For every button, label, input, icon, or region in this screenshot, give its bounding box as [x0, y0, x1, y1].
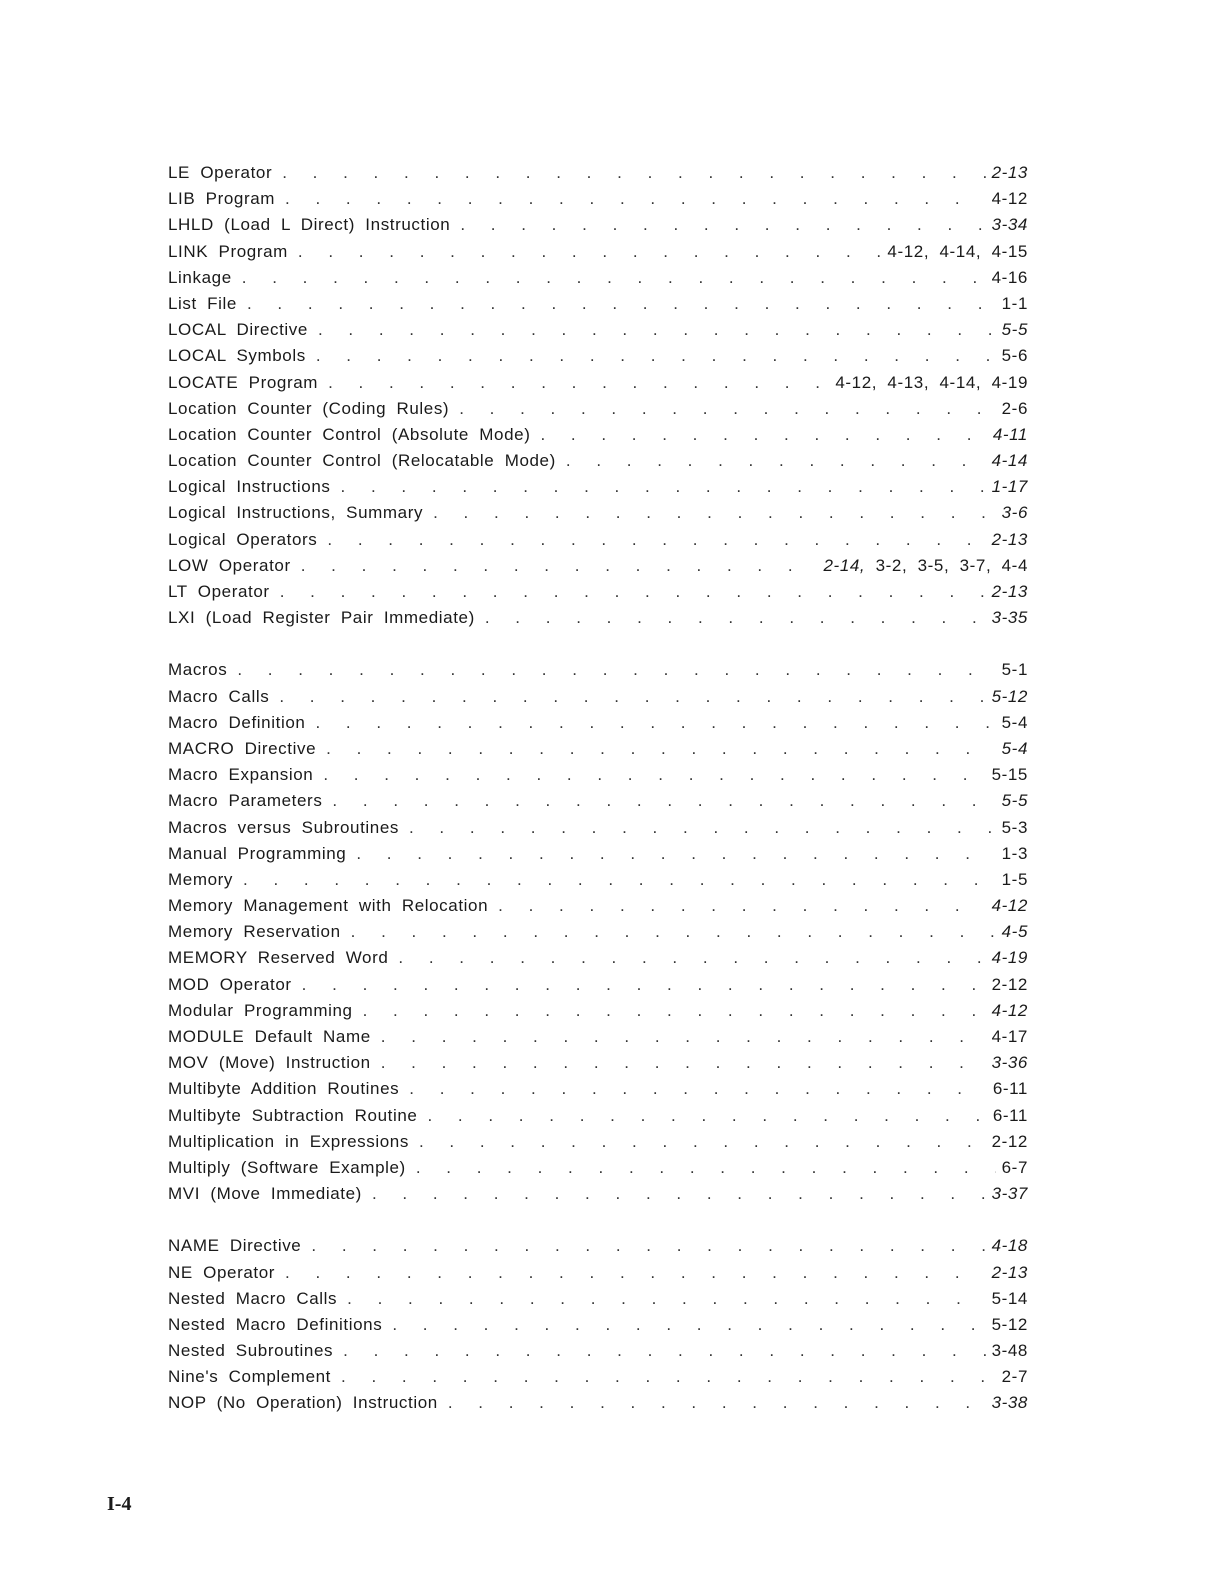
index-entry	[168, 317, 1028, 343]
index-entry	[168, 841, 1028, 867]
page-reference: 2-6	[1001, 398, 1028, 418]
page-reference: 5-3	[1001, 817, 1028, 837]
index-pages	[992, 579, 1028, 605]
index-entry	[168, 553, 1028, 579]
index-entry	[168, 1050, 1028, 1076]
dot-leader	[498, 893, 985, 919]
index-entry	[168, 448, 1028, 474]
dot-leader	[315, 710, 995, 736]
index-entry	[168, 815, 1028, 841]
index-term: LHLD (Load L Direct) Instruction	[168, 215, 451, 235]
index-entry	[168, 710, 1028, 736]
index-pages	[993, 1103, 1028, 1129]
index-entry	[168, 867, 1028, 893]
index-term: LE Operator	[168, 163, 273, 182]
index-pages	[1002, 867, 1028, 893]
index-pages	[992, 212, 1028, 238]
page-reference: 4-5	[1001, 922, 1028, 942]
page-reference: 4-12, 4-14, 4-15	[887, 241, 1028, 261]
index-term: Logical Instructions, Summary	[168, 503, 424, 523]
page-reference: 4-12, 4-13, 4-14, 4-19	[835, 372, 1028, 392]
index-pages	[1002, 919, 1028, 945]
dot-leader	[247, 291, 996, 317]
page-reference: 5-5	[1001, 791, 1028, 811]
index-entry	[168, 343, 1028, 369]
page-reference: 4-19	[991, 948, 1028, 968]
index-pages	[992, 1260, 1028, 1286]
dot-leader	[323, 762, 985, 788]
index-term: LIB Program	[168, 189, 276, 209]
index-entry	[168, 1181, 1028, 1207]
index-entry	[168, 579, 1028, 605]
page-reference: 3-48	[991, 1341, 1028, 1361]
index-group-m	[168, 657, 1028, 1207]
index-pages	[1002, 815, 1028, 841]
index-pages	[992, 186, 1028, 212]
page-reference: 2-12	[991, 1131, 1028, 1151]
page-reference: 4-18	[991, 1236, 1028, 1256]
dot-leader	[341, 474, 986, 500]
page-reference: 2-13	[991, 163, 1028, 182]
dot-leader	[298, 239, 882, 265]
page-reference: 2-12	[991, 974, 1028, 994]
index-term: MVI (Move Immediate)	[168, 1184, 362, 1204]
index-term: Memory Reservation	[168, 922, 341, 942]
index-entry	[168, 1338, 1028, 1364]
dot-leader	[427, 1103, 986, 1129]
index-term: Logical Instructions	[168, 477, 331, 497]
index-entry	[168, 1076, 1028, 1102]
index-pages	[1002, 841, 1028, 867]
index-pages	[992, 762, 1028, 788]
dot-leader	[318, 317, 996, 343]
dot-leader	[343, 1338, 985, 1364]
index-pages	[992, 893, 1028, 919]
dot-leader	[356, 841, 995, 867]
dot-leader	[243, 867, 996, 893]
index-pages	[993, 422, 1028, 448]
index-entry	[168, 998, 1028, 1024]
index-pages	[992, 998, 1028, 1024]
dot-leader	[341, 1364, 996, 1390]
index-pages	[992, 448, 1028, 474]
index-pages	[887, 239, 1028, 265]
index-entry	[168, 893, 1028, 919]
index-entry	[168, 212, 1028, 238]
index-term: Macro Parameters	[168, 791, 323, 811]
page-reference: 4-17	[991, 1027, 1028, 1046]
index-entry	[168, 1312, 1028, 1338]
index-term: MACRO Directive	[168, 738, 317, 758]
dot-leader	[460, 212, 985, 238]
index-pages	[992, 1312, 1028, 1338]
index-pages	[992, 265, 1028, 291]
index-term: NAME Directive	[168, 1236, 302, 1256]
dot-leader	[448, 1390, 986, 1416]
page-reference: 5-14	[991, 1288, 1028, 1308]
index-entry	[168, 265, 1028, 291]
page-reference: 4-11	[992, 424, 1028, 444]
index-term: Multiply (Software Example)	[168, 1157, 406, 1177]
page-reference: 2-7	[1001, 1367, 1028, 1387]
index-term: Nested Subroutines	[168, 1341, 334, 1361]
index-pages	[992, 1390, 1028, 1416]
page-reference: 3-37	[991, 1184, 1028, 1204]
index-term: Multiplication in Expressions	[168, 1131, 409, 1151]
index-pages	[1002, 343, 1028, 369]
index-term: LOCAL Directive	[168, 320, 308, 340]
index-pages	[1002, 736, 1028, 762]
index-entry	[168, 500, 1028, 526]
index-entry	[168, 1024, 1028, 1050]
page-reference: 5-1	[1001, 660, 1028, 680]
index-entry	[168, 684, 1028, 710]
dot-leader	[416, 1155, 996, 1181]
index-term: Nested Macro Definitions	[168, 1314, 383, 1334]
dot-leader	[279, 684, 985, 710]
index-pages	[992, 1286, 1028, 1312]
index-pages	[1002, 317, 1028, 343]
index-entry	[168, 239, 1028, 265]
index-entry	[168, 186, 1028, 212]
dot-leader	[328, 370, 829, 396]
index-pages	[992, 160, 1028, 186]
index-term: Location Counter Control (Relocatable Mode)	[168, 451, 556, 471]
dot-leader	[316, 343, 996, 369]
index-term: Macros	[168, 660, 228, 680]
index-group-n	[168, 1233, 1028, 1416]
page-reference: 5-12	[991, 686, 1028, 706]
index-entry	[168, 1103, 1028, 1129]
dot-leader	[409, 815, 996, 841]
page-number: I-4	[107, 1493, 132, 1515]
page-reference: 5-4	[1001, 738, 1028, 758]
index-term: Memory	[168, 869, 233, 889]
index-pages	[992, 1024, 1028, 1050]
dot-leader	[392, 1312, 985, 1338]
index-pages	[992, 684, 1028, 710]
dot-leader	[381, 1024, 986, 1050]
page-reference: 2-14,	[823, 555, 866, 575]
page-reference: 4-16	[991, 267, 1028, 287]
page-reference: 6-7	[1001, 1157, 1028, 1177]
index-pages	[992, 474, 1028, 500]
index-term: LINK Program	[168, 241, 288, 261]
index-pages	[992, 945, 1028, 971]
page-reference: 3-36	[991, 1053, 1028, 1073]
dot-leader	[566, 448, 986, 474]
dot-leader	[327, 527, 985, 553]
index-entry	[168, 1364, 1028, 1390]
index-pages	[992, 605, 1028, 631]
index-term: Memory Management with Relocation	[168, 896, 489, 916]
index-pages	[824, 553, 1029, 579]
index-term: MEMORY Reserved Word	[168, 948, 389, 968]
index-entry	[168, 657, 1028, 683]
index-pages	[992, 1181, 1028, 1207]
index-entry	[168, 972, 1028, 998]
index-entry	[168, 370, 1028, 396]
index-term: MOD Operator	[168, 974, 292, 994]
index-entry	[168, 788, 1028, 814]
index-term: Multibyte Addition Routines	[168, 1079, 400, 1099]
dot-leader	[326, 736, 996, 762]
dot-leader	[285, 186, 986, 212]
page-reference: 2-13	[991, 1262, 1028, 1282]
index-term: LXI (Load Register Pair Immediate)	[168, 608, 475, 628]
index-pages	[1002, 1155, 1028, 1181]
page-reference: 1-1	[1001, 293, 1028, 313]
index-term: Multibyte Subtraction Routine	[168, 1105, 418, 1125]
index-term: Macro Calls	[168, 686, 270, 706]
index-term: NE Operator	[168, 1262, 276, 1282]
page-reference: 5-15	[991, 765, 1028, 785]
page-reference: 4-12	[991, 896, 1028, 916]
page-reference: 6-11	[992, 1105, 1028, 1125]
index-term: MOV (Move) Instruction	[168, 1053, 371, 1073]
index-pages	[992, 527, 1028, 553]
index-entry	[168, 1155, 1028, 1181]
dot-leader	[419, 1129, 986, 1155]
dot-leader	[282, 160, 985, 186]
index-term: Manual Programming	[168, 843, 347, 863]
index-entry	[168, 919, 1028, 945]
page-reference: 1-5	[1001, 869, 1028, 889]
dot-leader	[351, 919, 996, 945]
index-entry	[168, 160, 1028, 186]
index-entry	[168, 1260, 1028, 1286]
index-term: Macro Expansion	[168, 765, 314, 785]
index-term: Modular Programming	[168, 1000, 353, 1020]
dot-leader	[302, 972, 986, 998]
index-term: LOW Operator	[168, 555, 291, 575]
index-term: Location Counter Control (Absolute Mode)	[168, 424, 531, 444]
dot-leader	[409, 1076, 987, 1102]
page-reference: 4-12	[991, 189, 1028, 209]
index-term: LT Operator	[168, 582, 270, 601]
page-reference: 3-35	[991, 608, 1028, 628]
dot-leader	[285, 1260, 986, 1286]
index-entry	[168, 1233, 1028, 1259]
dot-leader	[301, 553, 818, 579]
page-reference: 3-34	[991, 215, 1028, 235]
dot-leader	[237, 657, 995, 683]
index-entry	[168, 605, 1028, 631]
index-entry	[168, 422, 1028, 448]
index-pages	[1002, 1364, 1028, 1390]
page-reference: 5-6	[1001, 346, 1028, 366]
index-term: List File	[168, 293, 237, 313]
index-term: Macros versus Subroutines	[168, 817, 399, 837]
page-reference: 4-12	[991, 1000, 1028, 1020]
index-term: NOP (No Operation) Instruction	[168, 1393, 438, 1413]
index-entry	[168, 736, 1028, 762]
index-pages	[992, 1050, 1028, 1076]
index-pages	[1002, 291, 1028, 317]
dot-leader	[398, 945, 985, 971]
page-reference: 5-5	[1001, 320, 1028, 340]
dot-leader	[347, 1286, 985, 1312]
index-term: MODULE Default Name	[168, 1027, 371, 1046]
index-term: Nine's Complement	[168, 1367, 332, 1387]
index-entry	[168, 1286, 1028, 1312]
index-pages	[992, 1129, 1028, 1155]
index-group-l	[168, 160, 1028, 631]
dot-leader	[459, 396, 995, 422]
index-entry	[168, 1390, 1028, 1416]
index-term: LOCAL Symbols	[168, 346, 306, 366]
page-reference: 4-14	[991, 451, 1028, 471]
dot-leader	[433, 500, 996, 526]
index-term: LOCATE Program	[168, 372, 319, 392]
dot-leader	[280, 579, 986, 605]
dot-leader	[242, 265, 986, 291]
index-term: Linkage	[168, 267, 232, 287]
page-reference: 3-2, 3-5, 3-7, 4-4	[865, 555, 1028, 575]
index-entry	[168, 1129, 1028, 1155]
index-pages	[1002, 500, 1028, 526]
dot-leader	[372, 1181, 986, 1207]
index-pages	[992, 972, 1028, 998]
index-term: Location Counter (Coding Rules)	[168, 398, 450, 418]
page-reference: 3-38	[991, 1393, 1028, 1413]
page-reference: 1-17	[991, 477, 1028, 497]
page-reference: 2-13	[991, 582, 1028, 601]
dot-leader	[381, 1050, 986, 1076]
index-pages	[992, 1338, 1028, 1364]
index-pages	[992, 1233, 1028, 1259]
page-reference: 2-13	[991, 529, 1028, 549]
index-entry	[168, 527, 1028, 553]
index-pages	[1002, 657, 1028, 683]
page-reference: 5-4	[1001, 712, 1028, 732]
index-list	[168, 160, 1028, 1443]
dot-leader	[363, 998, 986, 1024]
index-entry	[168, 396, 1028, 422]
page-reference: 6-11	[992, 1079, 1028, 1099]
index-entry	[168, 762, 1028, 788]
page-reference: 1-3	[1001, 843, 1028, 863]
page-reference: 3-6	[1001, 503, 1028, 523]
dot-leader	[485, 605, 986, 631]
index-entry	[168, 945, 1028, 971]
index-entry	[168, 291, 1028, 317]
index-pages	[835, 370, 1028, 396]
page-reference: 5-12	[991, 1314, 1028, 1334]
index-term: Logical Operators	[168, 529, 318, 549]
index-term: Nested Macro Calls	[168, 1288, 338, 1308]
dot-leader	[332, 788, 995, 814]
index-pages	[1002, 396, 1028, 422]
dot-leader	[311, 1233, 985, 1259]
index-entry	[168, 474, 1028, 500]
dot-leader	[540, 422, 986, 448]
index-pages	[1002, 710, 1028, 736]
index-pages	[1002, 788, 1028, 814]
index-term: Macro Definition	[168, 712, 306, 732]
index-pages	[993, 1076, 1028, 1102]
